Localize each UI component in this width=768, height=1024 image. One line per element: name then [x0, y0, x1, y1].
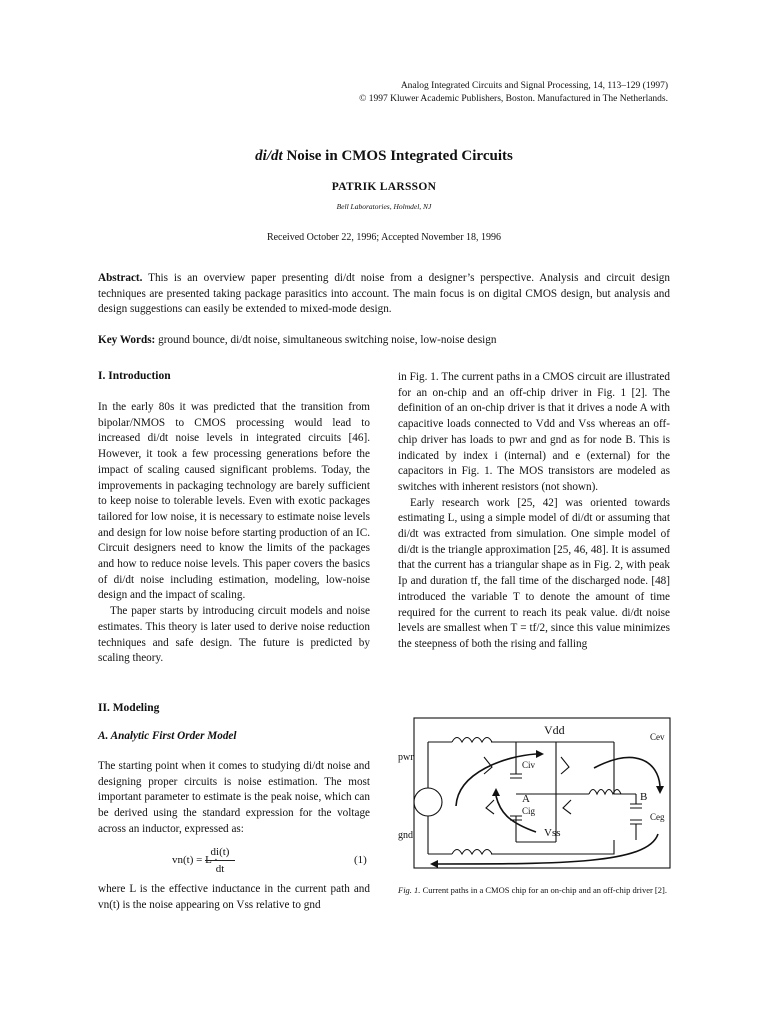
label-gnd: gnd: [398, 830, 413, 841]
equation-fraction-bar: [205, 860, 235, 861]
author-name: PATRIK LARSSON: [331, 181, 437, 193]
modeling-paragraph-2: where L is the effective inductance in the current path and vn(t) is the noise appearing on Vss relative to gnd: [98, 883, 370, 911]
label-vss: Vss: [544, 827, 561, 839]
abstract-label: Abstract.: [98, 272, 143, 284]
label-node-a: A: [522, 793, 530, 805]
journal-citation: Analog Integrated Circuits and Signal Processing, 14, 113–129 (1997): [400, 81, 668, 91]
received-dates: Received October 22, 1996; Accepted November 18, 1996: [266, 232, 502, 243]
introduction-body: [98, 400, 370, 667]
keywords: [98, 333, 670, 349]
arrow-1: [536, 750, 544, 758]
external-capacitors: [630, 804, 642, 824]
equation-1-denominator: dt: [215, 863, 225, 875]
author-affiliation: Bell Laboratories, Holmdel, NJ: [336, 202, 432, 211]
subsection-heading: A. Analytic First Order Model: [98, 730, 237, 742]
section-heading-introduction: I. Introduction: [98, 370, 171, 382]
keywords-label: Key Words:: [98, 334, 156, 346]
section-heading-modeling: II. Modeling: [98, 702, 160, 714]
arrow-2: [492, 788, 500, 796]
title-italic: di/dt: [255, 148, 283, 164]
right-paragraph-2: Early research work [25, 42] was oriented towards estimating L, using a simple model of di/dt or assuming that di/dt was extracted from simulation. One simple model of di/dt is the triangle approximation [25, 46, 48]. It is assumed that the current has a triangular shape as in Fig. 2, with peak Ip and duration tf, the fall time of the discharged node. [48] introduced the variable T to denote the amount of time required for the current to reach its peak value. di/dt noise levels are smallest when T = tf/2, since this value minimizes the steepness of both the rising and falling: [398, 496, 670, 650]
intro-paragraph-2: The paper starts by introducing circuit models and noise estimates. This theory is later used to derive noise reduction techniques and safe design. The future is predicted by scaling theory.: [98, 605, 370, 665]
label-node-b: B: [640, 791, 648, 803]
modeling-paragraph-1: The starting point when it comes to studying di/dt noise and designing proper circuits is noise estimation. The most important parameter to estimate is the peak noise, which can be derived using the standard expression for the voltage across an inductor, expressed as:: [98, 760, 370, 835]
equation-1-numerator: di(t): [210, 846, 230, 858]
label-civ: Civ: [522, 760, 536, 770]
intro-paragraph-1: In the early 80s it was predicted that the transition from bipolar/NMOS to CMOS processing would lead to increased di/dt noise levels in integrated circuits [46]. However, it took a few processing generations before the impact of scaling caused significant problems. Today, the improvements in packaging technology are barely sufficient to keep noise to tolerable levels. Even with exotic packages tailored for low noise, it is necessary to estimate noise levels and design for low noise before starting production of an IC. Circuit designers need to know the limits of the packages and how to reduce noise levels. This paper covers the basics of di/dt noise including estimation, modeling, low-noise design and the impact of scaling.: [98, 401, 370, 602]
equation-1-lhs: vn(t) = L ·: [172, 854, 218, 866]
inductor-gnd: [452, 850, 492, 855]
voltage-source: [414, 788, 442, 816]
right-paragraph-1: in Fig. 1. The current paths in a CMOS circuit are illustrated for an on-chip and an off-chip driver in Fig. 1 [2]. The definition of an on-chip driver is that it drives a node A with capacitive loads connected to Vdd and Vss whereas an off-chip driver has loads to pwr and gnd as for node B. This is indicated by index i (internal) and e (external) for the capacitors in Fig. 1. The MOS transistors are modeled as switches with inherent resistors (not shown).: [398, 371, 670, 493]
inductor-b: [589, 790, 621, 795]
circuit-wires: [428, 742, 636, 854]
right-column-text: [398, 370, 670, 653]
paper-title: [0, 148, 768, 165]
abstract: [98, 271, 670, 318]
arrow-3: [656, 786, 664, 794]
abstract-text: This is an overview paper presenting di/dt noise from a designer’s perspective. Analysis and circuit design techniques are presented taking package parasitics into account. The main focus is on digital CMOS design, but analysis and design suggestions can easily be extended to mixed-mode design.: [98, 272, 670, 316]
journal-copyright: © 1997 Kluwer Academic Publishers, Boston. Manufactured in The Netherlands.: [359, 94, 668, 104]
label-cig: Cig: [522, 806, 536, 816]
figure-1-circuit-diagram: [396, 712, 674, 874]
equation-1-number: (1): [354, 854, 367, 866]
current-path-3: [594, 758, 660, 786]
label-vdd: Vdd: [544, 723, 565, 737]
label-cev: Cev: [650, 732, 665, 742]
label-pwr: pwr: [398, 752, 414, 763]
caption-label: Fig. 1.: [398, 885, 421, 895]
arrow-4: [430, 860, 438, 868]
figure-1-caption: [398, 885, 670, 896]
inductor-pwr: [452, 738, 492, 743]
internal-capacitors: [510, 774, 522, 820]
keywords-text: ground bounce, di/dt noise, simultaneous switching noise, low-noise design: [158, 334, 497, 346]
caption-text: Current paths in a CMOS chip for an on-chip and an off-chip driver [2].: [422, 885, 667, 895]
title-rest: Noise in CMOS Integrated Circuits: [282, 148, 513, 164]
label-ceg: Ceg: [650, 812, 665, 822]
